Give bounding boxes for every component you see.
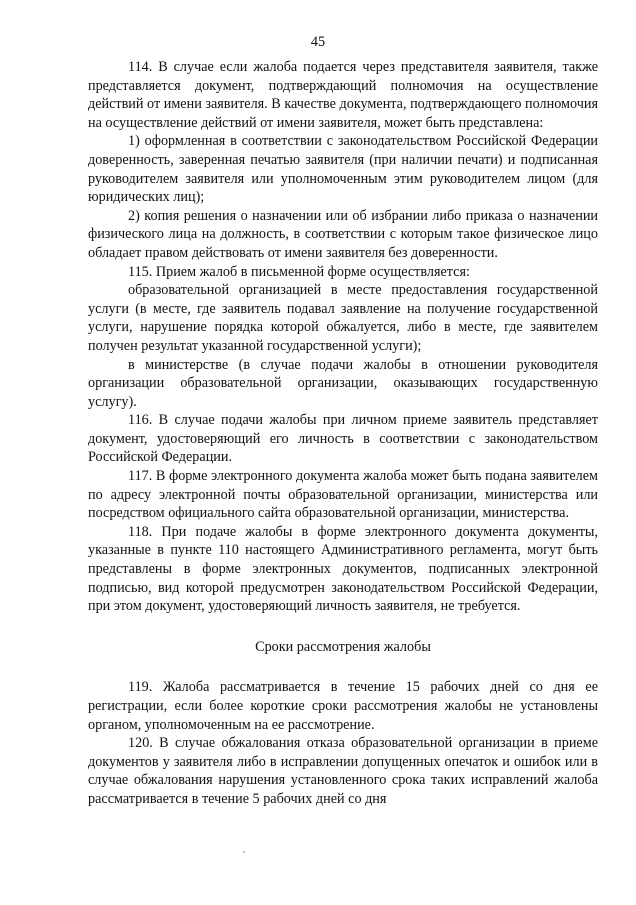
scan-speck (243, 851, 245, 853)
paragraph-115: 115. Прием жалоб в письменной форме осуществляется: (128, 263, 470, 280)
paragraph-120: 120. В случае обжалования отказа образовательной организации в приеме документов у заявителя либо в исправлении допущенных опечаток и ошибок или в случае обжалования нарушения установленного срока таких исправлений жалоба рассматривается в течение 5 рабочих дней со дня (88, 735, 598, 807)
paragraph-119: 119. Жалоба рассматривается в течение 15 рабочих дней со дня ее регистрации, если более короткие сроки рассмотрения жалобы не установлены органом, уполномоченным на ее рассмотрение. (88, 679, 598, 733)
page-number: 45 (310, 34, 326, 50)
paragraph-118: 118. При подаче жалобы в форме электронного документа документы, указанные в пункте 110 настоящего Административного регламента, могут быть представлены в форме электронных документов, подписанных электронной подписью, вид которой предусмотрен законодательством Российской Федерации, при этом документ, удостоверяющий личность заявителя, не требуется. (88, 523, 598, 615)
paragraph-117: 117. В форме электронного документа жалоба может быть подана заявителем по адресу электронной почты образовательной организации, министерства или посредством официального сайта образовательной организации, министерства. (88, 468, 598, 522)
paragraph-114-item-2: 2) копия решения о назначении или об избрании либо приказа о назначении физического лица на должность, в соответствии с которым такое физическое лицо обладает правом действовать от имени заявителя без доверенности. (88, 207, 598, 261)
paragraph-116: 116. В случае подачи жалобы при личном приеме заявитель представляет документ, удостоверяющий его личность в соответствии с законодательством Российской Федерации. (88, 412, 598, 466)
page-body (88, 58, 598, 809)
section-heading: Сроки рассмотрения жалобы (255, 638, 431, 655)
paragraph-114-item-1: 1) оформленная в соответствии с законодательством Российской Федерации доверенность, заверенная печатью заявителя (при наличии печати) и подписанная руководителем заявителя или уполномоченным этим руководителем лицом (для юридических лиц); (88, 133, 598, 206)
paragraph-115-item-1: образовательной организацией в месте предоставления государственной услуги (в месте, где заявитель подавал заявление на получение государственной услуги, нарушение порядка которой обжалуется, либо в месте, где заявителем получен результат указанной государственной услуги); (88, 282, 598, 354)
paragraph-114: 114. В случае если жалоба подается через представителя заявителя, также представляется документ, подтверждающий полномочия на осуществление действий от имени заявителя. В качестве документа, подтверждающего полномочия на осуществление действий от имени заявителя, может быть представлена: (88, 59, 598, 131)
paragraph-115-item-2: в министерстве (в случае подачи жалобы в отношении руководителя организации образовательной организации, оказывающих государственную услугу). (88, 356, 598, 410)
